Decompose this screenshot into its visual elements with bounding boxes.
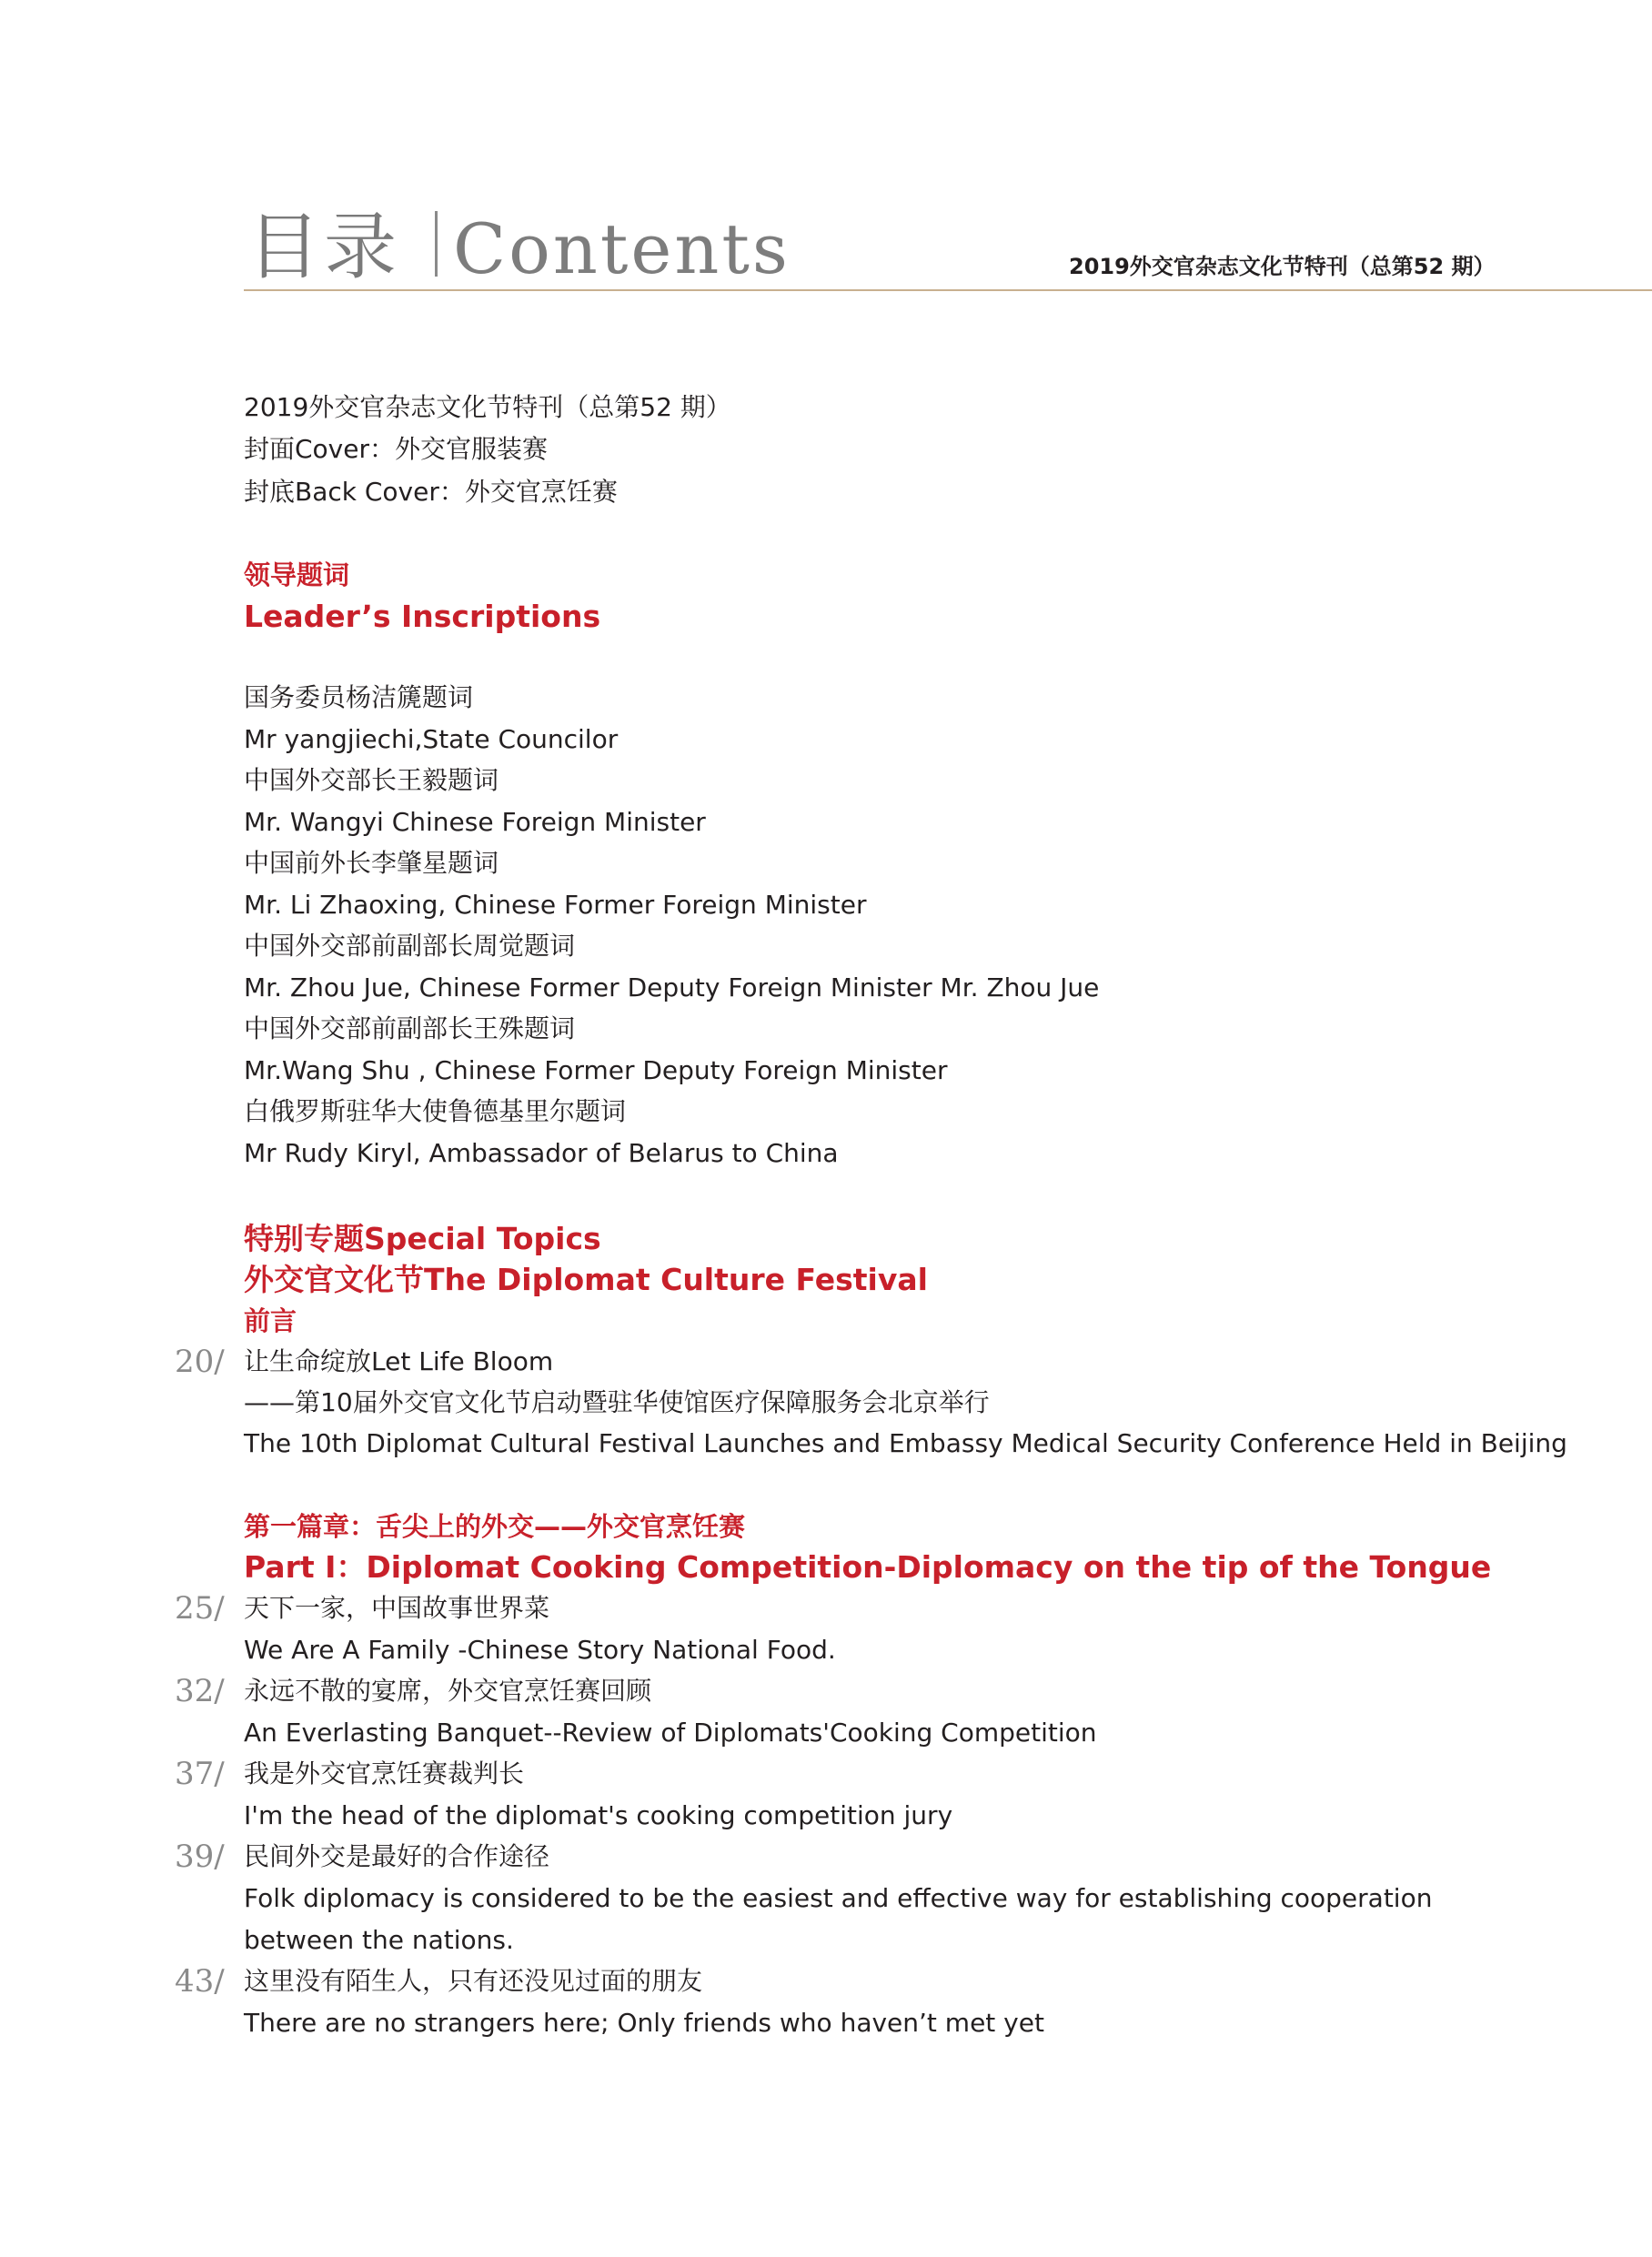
toc-entry-subtitle-cn: ——第10届外交官文化节启动暨驻华使馆医疗保障服务会北京举行 xyxy=(244,1387,990,1417)
toc-entry-cn[interactable]: 这里没有陌生人，只有还没见过面的朋友 xyxy=(244,1966,703,1996)
toc-entry[interactable]: Mr yangjiechi,State Councilor xyxy=(244,724,619,754)
toc-entry-en[interactable]: There are no strangers here; Only friends who haven’t met yet xyxy=(244,2008,1044,2038)
intro-cover: 封面Cover：外交官服装赛 xyxy=(244,434,548,464)
part1-heading-en: Part I：Diplomat Cooking Competition-Diplomacy on the tip of the Tongue xyxy=(244,1549,1492,1585)
toc-entry[interactable]: Mr. Wangyi Chinese Foreign Minister xyxy=(244,807,706,837)
toc-entry[interactable]: 白俄罗斯驻华大使鲁德基里尔题词 xyxy=(244,1096,627,1126)
toc-entry[interactable]: 中国前外长李肇星题词 xyxy=(244,848,499,878)
special-heading-1: 特别专题Special Topics xyxy=(244,1221,601,1256)
toc-entry-en[interactable]: Folk diplomacy is considered to be the easiest and effective way for establishing cooperation between the nations. xyxy=(244,1883,1433,1955)
toc-entry[interactable]: Mr.Wang Shu , Chinese Former Deputy Foreign Minister xyxy=(244,1055,948,1085)
page-title-cn: 目录 xyxy=(247,205,400,289)
toc-entry[interactable]: Mr. Zhou Jue, Chinese Former Deputy Foreign Minister Mr. Zhou Jue xyxy=(244,972,1100,1003)
toc-entry[interactable]: Mr Rudy Kiryl, Ambassador of Belarus to China xyxy=(244,1138,839,1168)
special-heading-3: 前言 xyxy=(244,1305,297,1336)
intro-issue-line: 2019外交官杂志文化节特刊（总第52 期） xyxy=(244,392,731,422)
issue-label: 2019外交官杂志文化节特刊（总第52 期） xyxy=(1069,254,1496,279)
leaders-heading-cn: 领导题词 xyxy=(244,559,350,590)
page-number: 37/ xyxy=(175,1756,225,1792)
toc-entry-cn[interactable]: 天下一家，中国故事世界菜 xyxy=(244,1593,550,1623)
page-number: 32/ xyxy=(175,1673,225,1709)
page-number: 20/ xyxy=(175,1344,225,1380)
toc-entry[interactable]: 中国外交部前副部长周觉题词 xyxy=(244,931,576,961)
toc-entry-en[interactable]: I'm the head of the diplomat's cooking competition jury xyxy=(244,1800,953,1830)
toc-entry-en[interactable]: We Are A Family -Chinese Story National Food. xyxy=(244,1635,836,1665)
toc-entry-cn[interactable]: 民间外交是最好的合作途径 xyxy=(244,1841,550,1871)
intro-back-cover: 封底Back Cover：外交官烹饪赛 xyxy=(244,477,618,507)
toc-entry[interactable]: 中国外交部长王毅题词 xyxy=(244,765,499,795)
toc-entry-cn[interactable]: 永远不散的宴席，外交官烹饪赛回顾 xyxy=(244,1676,652,1706)
header-rule xyxy=(244,289,1652,291)
special-heading-2: 外交官文化节The Diplomat Culture Festival xyxy=(244,1262,928,1297)
toc-entry[interactable]: Mr. Li Zhaoxing, Chinese Former Foreign Minister xyxy=(244,890,867,920)
leaders-heading-en: Leader’s Inscriptions xyxy=(244,599,601,634)
part1-heading-cn: 第一篇章：舌尖上的外交——外交官烹饪赛 xyxy=(244,1511,746,1542)
page-number: 43/ xyxy=(175,1963,225,2000)
page-title-en: Contents xyxy=(453,208,791,289)
toc-entry-title[interactable]: 让生命绽放Let Life Bloom xyxy=(244,1346,554,1376)
title-divider xyxy=(435,211,438,277)
toc-entry[interactable]: 国务委员杨洁篪题词 xyxy=(244,682,474,712)
page-number: 39/ xyxy=(175,1839,225,1875)
toc-entry-en[interactable]: An Everlasting Banquet--Review of Diplomats'Cooking Competition xyxy=(244,1718,1097,1748)
page-number: 25/ xyxy=(175,1590,225,1627)
toc-entry-subtitle-en: The 10th Diplomat Cultural Festival Launches and Embassy Medical Security Conference Held in Beijing xyxy=(244,1428,1567,1458)
toc-entry-cn[interactable]: 我是外交官烹饪赛裁判长 xyxy=(244,1758,525,1788)
toc-entry[interactable]: 中国外交部前副部长王殊题词 xyxy=(244,1013,576,1043)
